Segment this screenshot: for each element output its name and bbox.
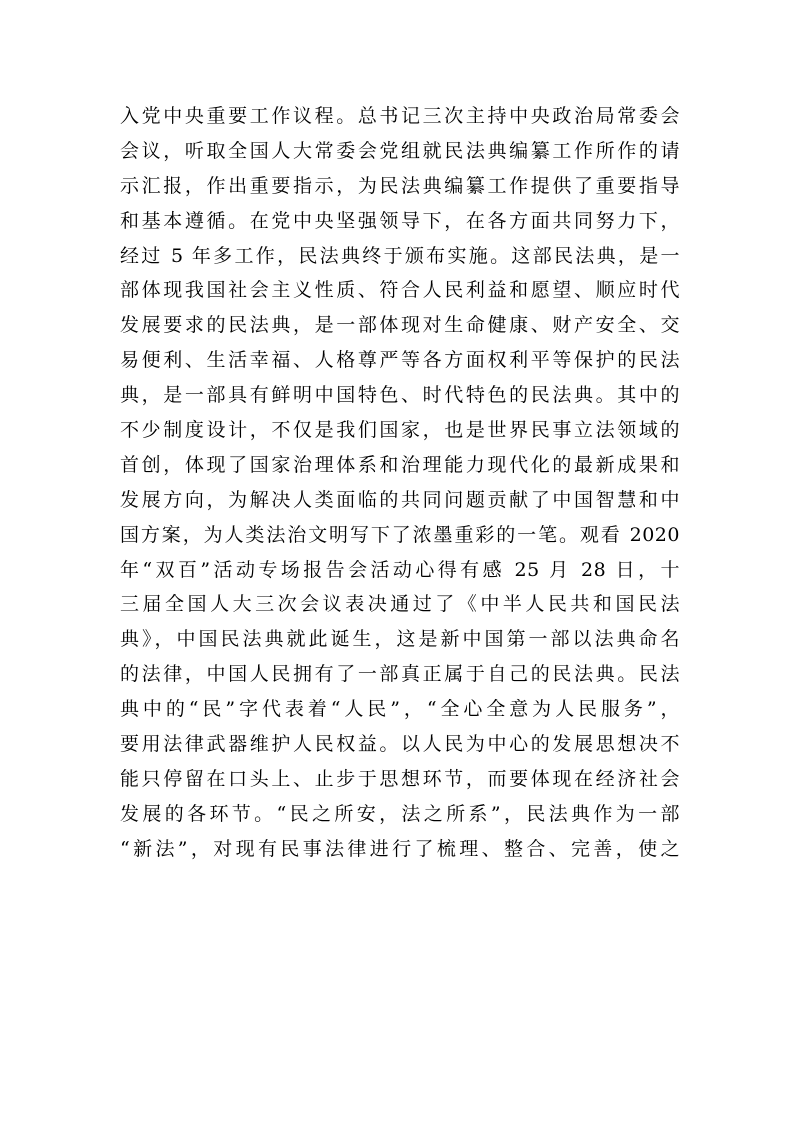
text-line: 首创，体现了国家治理体系和治理能力现代化的最新成果和 (120, 453, 680, 476)
body-text (120, 99, 680, 867)
text-line: 和基本遵循。在党中央坚强领导下，在各方面共同努力下， (120, 209, 680, 232)
text-line: 易便利、生活幸福、人格尊严等各方面权利平等保护的民法 (120, 349, 680, 372)
text-line: 经过 5 年多工作，民法典终于颁布实施。这部民法典，是一 (120, 244, 680, 267)
text-line: 示汇报，作出重要指示，为民法典编纂工作提供了重要指导 (120, 174, 680, 197)
text-line: 入党中央重要工作议程。总书记三次主持中央政治局常委会 (120, 105, 680, 127)
text-line: 的法律，中国人民拥有了一部真正属于自己的民法典。民法 (120, 663, 680, 686)
text-line: 不少制度设计，不仅是我们国家，也是世界民事立法领域的 (120, 419, 680, 442)
text-line: 典中的“民”字代表着“人民”，“全心全意为人民服务”， (120, 698, 680, 721)
text-line: 国方案，为人类法治文明写下了浓墨重彩的一笔。观看 2020 (120, 523, 680, 546)
text-line: 发展方向，为解决人类面临的共同问题贡献了中国智慧和中 (120, 488, 680, 511)
text-line: 典》，中国民法典就此诞生，这是新中国第一部以法典命名 (120, 628, 680, 651)
text-line: 三届全国人大三次会议表决通过了《中半人民共和国民法 (120, 593, 680, 616)
text-line: 年“双百”活动专场报告会活动心得有感 25 月 28 日，十 (120, 558, 680, 581)
text-line: 部体现我国社会主义性质、符合人民利益和愿望、顺应时代 (120, 279, 680, 302)
text-line: “新法”，对现有民事法律进行了梳理、整合、完善，使之 (120, 837, 680, 860)
text-line: 会议，听取全国人大常委会党组就民法典编纂工作所作的请 (120, 139, 680, 162)
text-line: 发展的各环节。“民之所安，法之所系”，民法典作为一部 (120, 802, 680, 825)
text-line: 能只停留在口头上、止步于思想环节，而要体现在经济社会 (120, 767, 680, 790)
text-line: 发展要求的民法典，是一部体现对生命健康、财产安全、交 (120, 314, 680, 337)
text-line: 典，是一部具有鲜明中国特色、时代特色的民法典。其中的 (120, 384, 680, 407)
text-line: 要用法律武器维护人民权益。以人民为中心的发展思想决不 (120, 733, 680, 756)
